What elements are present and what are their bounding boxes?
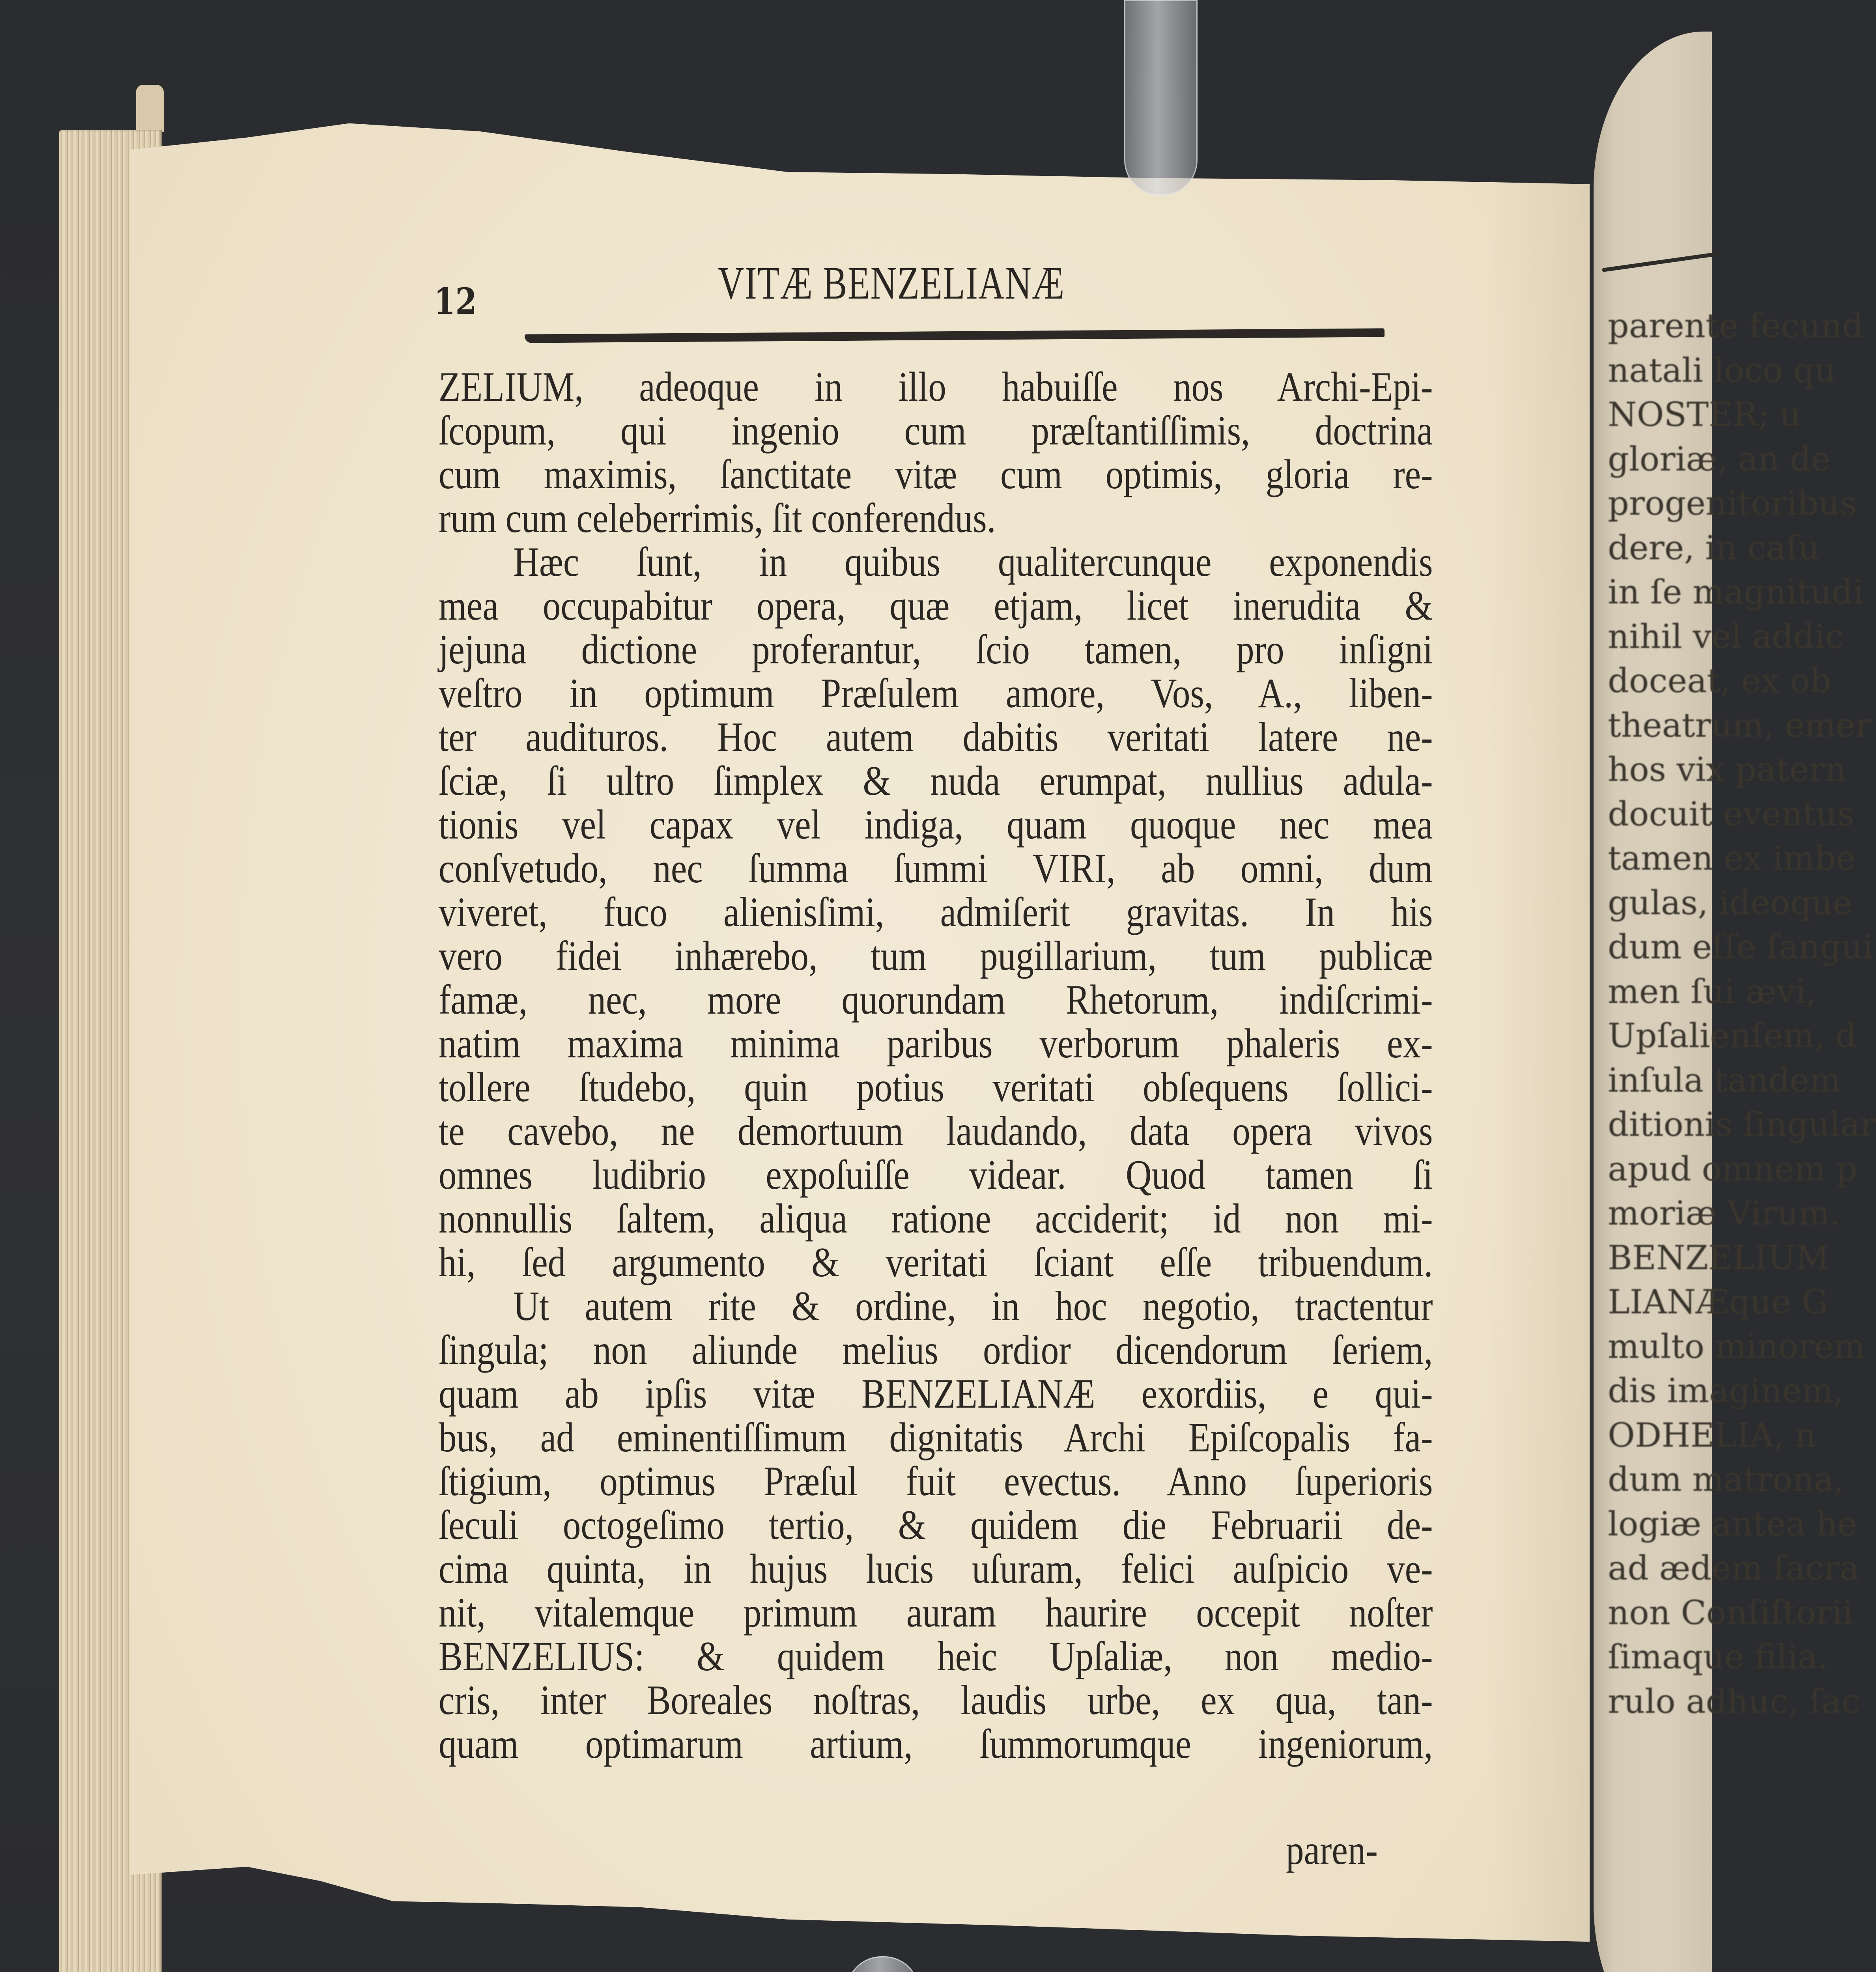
facing-page-line: inſula tandem (1608, 1061, 1841, 1100)
facing-page-line: doceat, ex ob (1608, 661, 1831, 700)
facing-page-line: rulo adhuc, ſac (1608, 1682, 1860, 1721)
text-line: tollere ſtudebo, quin potius veritati obſequens ſollici- (439, 1064, 1433, 1110)
text-line: ſtigium, optimus Præſul fuit evectus. Anno ſuperioris (439, 1458, 1433, 1504)
page-holder-strip-top (1124, 0, 1198, 196)
facing-page-line: gulas, ideoque (1608, 883, 1852, 922)
facing-page-line: nihil vel addic (1608, 617, 1844, 656)
facing-page-line: BENZELIUM (1608, 1238, 1829, 1277)
text-line: tionis vel capax vel indiga, quam quoque nec mea (439, 801, 1433, 848)
text-line: jejuna dictione proferantur, ſcio tamen, pro inſigni (439, 626, 1433, 672)
running-head (434, 256, 1479, 323)
facing-page-line: dum eſſe ſangui (1608, 928, 1873, 966)
text-line: ter audituros. Hoc autem dabitis veritati latere ne- (439, 714, 1433, 760)
text-line: cris, inter Boreales noſtras, laudis urbe, ex qua, tan- (439, 1677, 1433, 1723)
text-line: Hæc ſunt, in quibus qualitercunque exponendis (513, 539, 1433, 585)
text-line: Ut autem rite & ordine, in hoc negotio, tractentur (513, 1283, 1433, 1329)
running-title: VITÆ BENZELIANÆ (718, 257, 1065, 309)
facing-page-line: ODHELIA, n (1608, 1416, 1816, 1455)
facing-page-line: progenitoribus (1608, 484, 1857, 523)
facing-page-text (1608, 304, 1876, 1724)
facing-page-line: logiæ antea he (1608, 1504, 1857, 1543)
facing-page-line: men ſui ævi, (1608, 972, 1816, 1011)
text-line: hi, ſed argumento & veritati ſciant eſſe tribuendum. (439, 1239, 1433, 1285)
text-line: ſcopum, qui ingenio cum præſtantiſſimis, doctrina (439, 407, 1433, 454)
body-text (439, 365, 1433, 1766)
text-line: vero fidei inhærebo, tum pugillarium, tum publicæ (439, 933, 1433, 979)
facing-page-line: theatrum, emer (1608, 706, 1871, 745)
catchword: paren- (1286, 1827, 1378, 1873)
facing-page-line: dere, in caſu (1608, 528, 1820, 567)
facing-page-line: docuit eventus (1608, 794, 1854, 833)
text-line: famæ, nec, more quorundam Rhetorum, indiſcrimi- (439, 977, 1433, 1023)
text-line: rum cum celeberrimis, ſit conferendus. (439, 495, 996, 541)
facing-page-line: tamen ex imbe (1608, 839, 1855, 878)
text-line: cima quinta, in hujus lucis uſuram, felici auſpicio ve- (439, 1546, 1433, 1592)
text-line: viveret, fuco alienisſimi, admiſerit gravitas. In his (439, 889, 1433, 935)
text-line: ſciæ, ſi ultro ſimplex & nuda erumpat, nullius adula- (439, 758, 1433, 804)
facing-page-line: moriæ Virum. (1608, 1194, 1840, 1232)
text-line: nit, vitalemque primum auram haurire occepit noſter (439, 1589, 1433, 1636)
facing-page-line: ditionis ſingular (1608, 1105, 1876, 1144)
facing-page-line: dum matrona, (1608, 1460, 1844, 1499)
text-line: omnes ludibrio expoſuiſſe videar. Quod tamen ſi (439, 1152, 1433, 1198)
facing-page-line: ſimaque filia. (1608, 1638, 1828, 1676)
facing-page-line: apud omnem p (1608, 1149, 1857, 1188)
text-line: ſingula; non aliunde melius ordior dicendorum ſeriem, (439, 1327, 1433, 1373)
text-line: quam optimarum artium, ſummorumque ingeniorum, (439, 1721, 1433, 1767)
text-line: mea occupabitur opera, quæ etjam, licet inerudita & (439, 583, 1433, 629)
text-line: conſvetudo, nec ſumma ſummi VIRI, ab omni, dum (439, 845, 1433, 891)
text-line: veſtro in optimum Præſulem amore, Vos, A., liben- (439, 670, 1433, 716)
facing-page-line: gloriæ, an de (1608, 439, 1831, 478)
text-line: BENZELIUS: & quidem heic Upſaliæ, non medio- (439, 1633, 1433, 1679)
text-line: cum maximis, ſanctitate vitæ cum optimis, gloria re- (439, 451, 1433, 497)
facing-page-line: non Conſiſtorii (1608, 1593, 1853, 1632)
page-number: 12 (434, 280, 477, 323)
facing-page (1594, 32, 1876, 1972)
facing-page-line: dis imaginem, (1608, 1371, 1844, 1410)
text-line: quam ab ipſis vitæ BENZELIANÆ exordiis, e qui- (439, 1371, 1433, 1417)
facing-page-head-rule (1602, 252, 1719, 272)
page-edge-tab (136, 85, 164, 132)
facing-page-line: parente fecund (1608, 306, 1863, 345)
facing-page-line: in ſe magnitudi (1608, 573, 1864, 611)
text-line: bus, ad eminentiſſimum dignitatis Archi Epiſcopalis fa- (439, 1414, 1433, 1460)
text-line: natim maxima minima paribus verborum phaleris ex- (439, 1020, 1433, 1066)
facing-page-line: hos vix patern (1608, 750, 1846, 789)
text-line: te cavebo, ne demortuum laudando, data opera vivos (439, 1108, 1433, 1154)
text-line: ſeculi octogeſimo tertio, & quidem die Februarii de- (439, 1502, 1433, 1548)
facing-page-line: natali loco qu (1608, 351, 1836, 390)
facing-page-line: multo minorem (1608, 1327, 1865, 1366)
facing-page-line: LIANÆque G (1608, 1283, 1828, 1321)
text-line: nonnullis ſaltem, aliqua ratione acciderit; id non mi- (439, 1195, 1433, 1242)
text-line: ZELIUM, adeoque in illo habuiſſe nos Archi-Epi- (439, 364, 1433, 410)
facing-page-line: ad ædem ſacra (1608, 1549, 1859, 1587)
facing-page-line: Upſalienſem, d (1608, 1016, 1857, 1055)
facing-page-line: NOSTER; u (1608, 395, 1801, 434)
